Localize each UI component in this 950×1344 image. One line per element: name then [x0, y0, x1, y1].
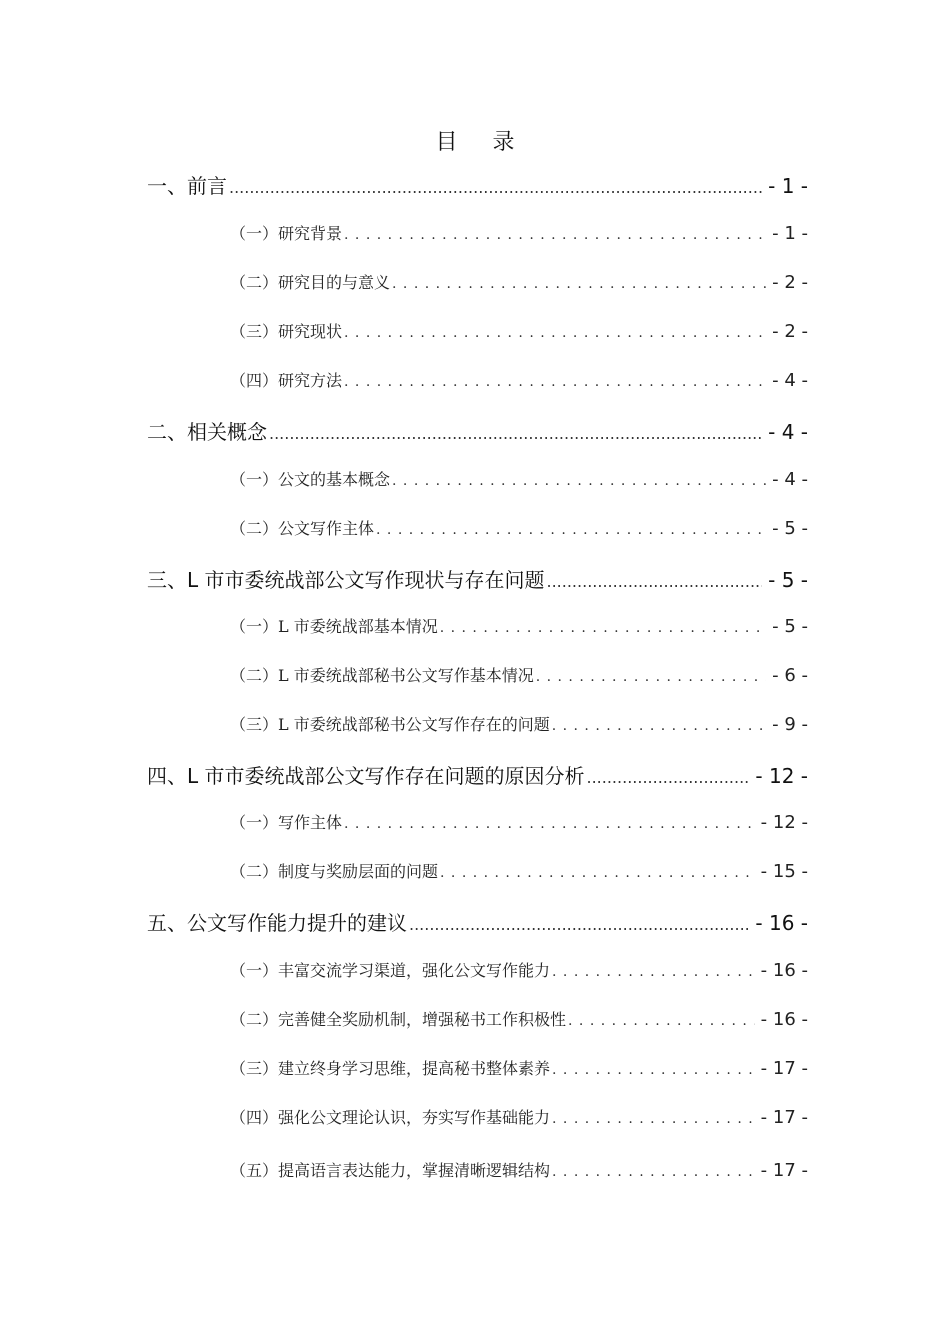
toc-entry-4-2[interactable]	[230, 859, 808, 882]
toc-entry-label: （二）L 市委统战部秘书公文写作基本情况	[230, 666, 534, 685]
dot-leader	[376, 519, 766, 538]
toc-entry-label: 三、L 市市委统战部公文写作现状与存在问题	[147, 568, 545, 592]
toc-page-number: - 2 -	[772, 272, 808, 293]
dot-leader	[344, 813, 755, 832]
toc-page-number: - 16 -	[755, 911, 808, 935]
toc-page-number: - 1 -	[772, 223, 808, 244]
toc-entry-5-4[interactable]	[230, 1105, 808, 1128]
toc-entry-4[interactable]	[147, 760, 808, 789]
toc-entry-label: （三）研究现状	[230, 322, 343, 341]
toc-entry-label: （三）L 市委统战部秘书公文写作存在的问题	[230, 715, 550, 734]
dot-leader	[552, 961, 755, 980]
toc-page-number: - 6 -	[772, 665, 808, 686]
toc-page-number: - 16 -	[760, 1009, 808, 1030]
toc-entry-label: （二）制度与奖励层面的问题	[230, 862, 439, 881]
toc-entry-5-1[interactable]	[230, 958, 808, 981]
toc-page-number: - 15 -	[760, 861, 808, 882]
toc-entry-label: 二、相关概念	[147, 420, 267, 444]
toc-title: 目 录	[435, 130, 529, 155]
dot-leader	[344, 322, 766, 341]
toc-entry-5-3[interactable]	[230, 1056, 808, 1079]
toc-page-number: - 1 -	[768, 174, 808, 198]
toc-page-number: - 5 -	[768, 568, 808, 592]
toc-entry-1-3[interactable]	[230, 319, 808, 342]
dot-leader	[536, 666, 766, 685]
toc-page-number: - 16 -	[760, 960, 808, 981]
toc-page-number: - 2 -	[772, 321, 808, 342]
dot-leader	[568, 1010, 755, 1029]
toc-entry-label: （二）公文写作主体	[230, 519, 375, 538]
dot-leader	[552, 1161, 755, 1180]
dot-leader	[269, 420, 762, 444]
toc-entry-label: （五）提高语言表达能力，掌握清晰逻辑结构	[230, 1161, 551, 1180]
toc-entry-4-1[interactable]	[230, 810, 808, 833]
toc-entry-label: （一）公文的基本概念	[230, 470, 391, 489]
dot-leader	[229, 174, 762, 198]
toc-page-number: - 12 -	[760, 812, 808, 833]
toc-page-number: - 17 -	[760, 1107, 808, 1128]
dot-leader	[440, 617, 766, 636]
toc-entry-1[interactable]	[147, 170, 808, 199]
toc-entry-label: （四）强化公文理论认识，夯实写作基础能力	[230, 1108, 551, 1127]
toc-entry-label: （一）研究背景	[230, 224, 343, 243]
toc-entry-5-5[interactable]	[230, 1158, 808, 1181]
toc-page-number: - 17 -	[760, 1058, 808, 1079]
toc-page-number: - 5 -	[772, 616, 808, 637]
toc-entry-label: 四、L 市市委统战部公文写作存在问题的原因分析	[147, 764, 585, 788]
toc-entry-1-4[interactable]	[230, 368, 808, 391]
toc-entry-label: （三）建立终身学习思维，提高秘书整体素养	[230, 1059, 551, 1078]
toc-entry-label: （一）丰富交流学习渠道，强化公文写作能力	[230, 961, 551, 980]
toc-entry-5[interactable]	[147, 907, 808, 936]
toc-entry-label: （二）完善健全奖励机制，增强秘书工作积极性	[230, 1010, 567, 1029]
toc-entry-label: （一）L 市委统战部基本情况	[230, 617, 438, 636]
toc-entry-1-2[interactable]	[230, 270, 808, 293]
toc-entry-3[interactable]	[147, 564, 808, 593]
dot-leader	[547, 568, 763, 592]
toc-entry-label: 一、前言	[147, 174, 227, 198]
toc-entry-label: （二）研究目的与意义	[230, 273, 391, 292]
toc-entry-3-1[interactable]	[230, 614, 808, 637]
dot-leader	[552, 1108, 755, 1127]
toc-page-number: - 4 -	[772, 370, 808, 391]
toc-entry-3-3[interactable]	[230, 712, 808, 735]
toc-entry-2[interactable]	[147, 416, 808, 445]
toc-entry-label: （四）研究方法	[230, 371, 343, 390]
toc-page-number: - 4 -	[768, 420, 808, 444]
dot-leader	[409, 911, 749, 935]
toc-page-number: - 12 -	[755, 764, 808, 788]
toc-entry-2-2[interactable]	[230, 516, 808, 539]
toc-entry-5-2[interactable]	[230, 1007, 808, 1030]
toc-entry-label: （一）写作主体	[230, 813, 343, 832]
toc-entry-3-2[interactable]	[230, 663, 808, 686]
toc-page-number: - 17 -	[760, 1160, 808, 1181]
dot-leader	[552, 715, 766, 734]
toc-entry-2-1[interactable]	[230, 467, 808, 490]
dot-leader	[587, 764, 750, 788]
toc-page-number: - 4 -	[772, 469, 808, 490]
toc-page-number: - 5 -	[772, 518, 808, 539]
dot-leader	[392, 470, 766, 489]
dot-leader	[552, 1059, 755, 1078]
dot-leader	[440, 862, 755, 881]
toc-entry-1-1[interactable]	[230, 221, 808, 244]
dot-leader	[344, 371, 766, 390]
dot-leader	[392, 273, 766, 292]
toc-page-number: - 9 -	[772, 714, 808, 735]
toc-entry-label: 五、公文写作能力提升的建议	[147, 911, 407, 935]
dot-leader	[344, 224, 766, 243]
